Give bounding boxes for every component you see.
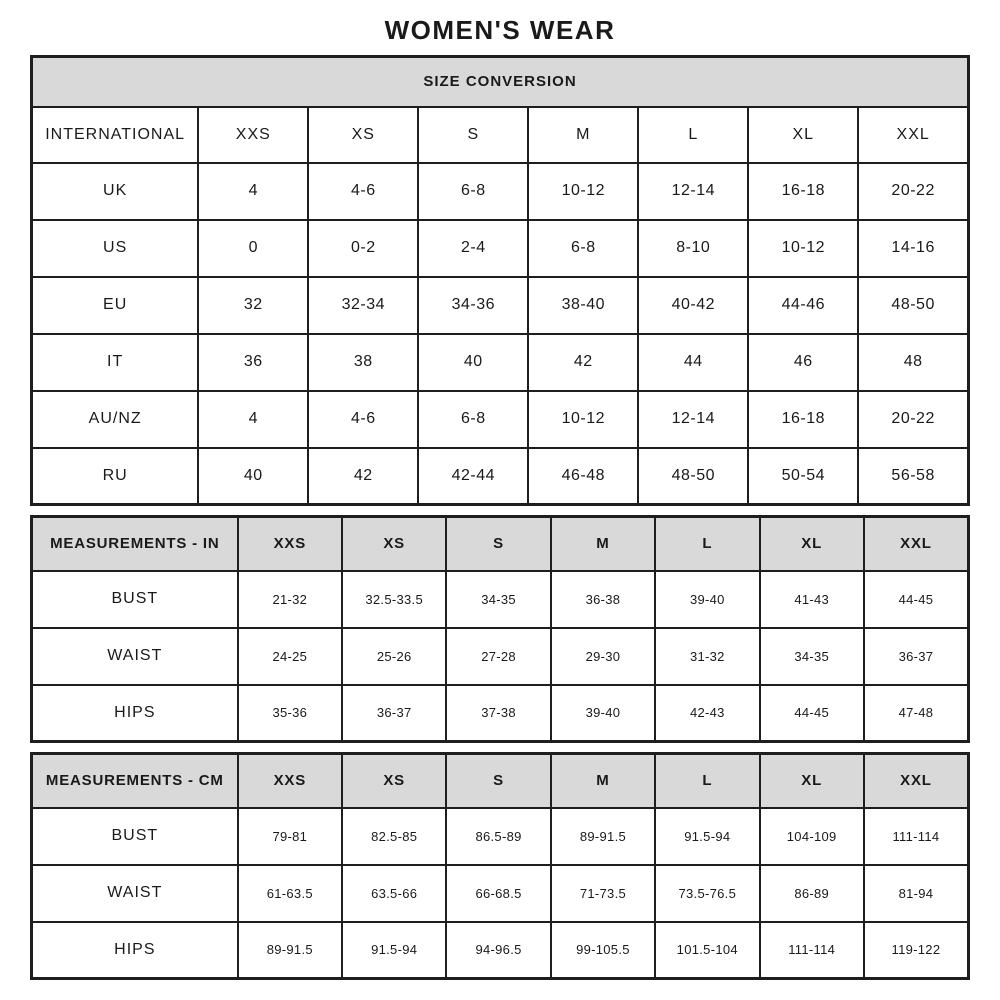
value-cell: 73.5-76.5 <box>655 865 759 922</box>
table-row <box>32 334 969 391</box>
value-cell: 40-42 <box>638 277 748 334</box>
column-header: M <box>528 107 638 163</box>
value-cell: 24-25 <box>238 628 342 685</box>
value-cell: 12-14 <box>638 391 748 448</box>
value-cell: 81-94 <box>864 865 969 922</box>
value-cell: 31-32 <box>655 628 759 685</box>
column-header-row <box>32 754 969 808</box>
value-cell: 35-36 <box>238 685 342 742</box>
value-cell: 61-63.5 <box>238 865 342 922</box>
column-header: XXL <box>864 754 969 808</box>
value-cell: 99-105.5 <box>551 922 655 979</box>
value-cell: 82.5-85 <box>342 808 446 865</box>
table-row <box>32 448 969 505</box>
table-row <box>32 277 969 334</box>
value-cell: 32 <box>198 277 308 334</box>
value-cell: 48-50 <box>638 448 748 505</box>
value-cell: 21-32 <box>238 571 342 628</box>
value-cell: 44-45 <box>760 685 864 742</box>
value-cell: 10-12 <box>528 391 638 448</box>
value-cell: 104-109 <box>760 808 864 865</box>
value-cell: 32-34 <box>308 277 418 334</box>
row-label: UK <box>32 163 199 220</box>
column-header: L <box>655 754 759 808</box>
value-cell: 56-58 <box>858 448 968 505</box>
table-row <box>32 922 969 979</box>
row-label: RU <box>32 448 199 505</box>
value-cell: 42-44 <box>418 448 528 505</box>
column-header: XL <box>748 107 858 163</box>
value-cell: 10-12 <box>528 163 638 220</box>
size-conversion-table <box>30 55 970 506</box>
value-cell: 12-14 <box>638 163 748 220</box>
column-header: S <box>446 754 550 808</box>
column-header: XXL <box>858 107 968 163</box>
table-row <box>32 163 969 220</box>
value-cell: 6-8 <box>418 391 528 448</box>
value-cell: 89-91.5 <box>238 922 342 979</box>
value-cell: 71-73.5 <box>551 865 655 922</box>
value-cell: 42 <box>528 334 638 391</box>
value-cell: 37-38 <box>446 685 550 742</box>
value-cell: 44 <box>638 334 748 391</box>
value-cell: 16-18 <box>748 163 858 220</box>
value-cell: 66-68.5 <box>446 865 550 922</box>
table-row <box>32 685 969 742</box>
value-cell: 44-46 <box>748 277 858 334</box>
value-cell: 29-30 <box>551 628 655 685</box>
row-label: IT <box>32 334 199 391</box>
row-label: AU/NZ <box>32 391 199 448</box>
column-header: XS <box>342 517 446 571</box>
column-header-row <box>32 107 969 163</box>
value-cell: 48-50 <box>858 277 968 334</box>
value-cell: 111-114 <box>760 922 864 979</box>
table-row <box>32 391 969 448</box>
value-cell: 36-37 <box>864 628 969 685</box>
row-label: WAIST <box>32 865 238 922</box>
value-cell: 16-18 <box>748 391 858 448</box>
column-header-row <box>32 517 969 571</box>
value-cell: 86.5-89 <box>446 808 550 865</box>
value-cell: 91.5-94 <box>342 922 446 979</box>
value-cell: 42-43 <box>655 685 759 742</box>
value-cell: 36-38 <box>551 571 655 628</box>
row-label: WAIST <box>32 628 238 685</box>
value-cell: 32.5-33.5 <box>342 571 446 628</box>
value-cell: 86-89 <box>760 865 864 922</box>
value-cell: 36 <box>198 334 308 391</box>
value-cell: 89-91.5 <box>551 808 655 865</box>
row-label: EU <box>32 277 199 334</box>
value-cell: 46-48 <box>528 448 638 505</box>
value-cell: 39-40 <box>551 685 655 742</box>
value-cell: 4 <box>198 391 308 448</box>
value-cell: 63.5-66 <box>342 865 446 922</box>
row-label: BUST <box>32 808 238 865</box>
column-header: XXS <box>238 517 342 571</box>
table-banner: SIZE CONVERSION <box>32 57 969 107</box>
value-cell: 46 <box>748 334 858 391</box>
column-header: S <box>446 517 550 571</box>
value-cell: 34-35 <box>760 628 864 685</box>
value-cell: 42 <box>308 448 418 505</box>
column-header: XL <box>760 517 864 571</box>
value-cell: 48 <box>858 334 968 391</box>
column-header: XL <box>760 754 864 808</box>
table-row <box>32 628 969 685</box>
measurements-cm-table <box>30 752 970 980</box>
value-cell: 39-40 <box>655 571 759 628</box>
value-cell: 38-40 <box>528 277 638 334</box>
value-cell: 14-16 <box>858 220 968 277</box>
value-cell: 101.5-104 <box>655 922 759 979</box>
column-header: XS <box>308 107 418 163</box>
column-header: XS <box>342 754 446 808</box>
value-cell: 8-10 <box>638 220 748 277</box>
column-header: M <box>551 517 655 571</box>
value-cell: 4 <box>198 163 308 220</box>
column-header: S <box>418 107 528 163</box>
value-cell: 34-35 <box>446 571 550 628</box>
value-cell: 91.5-94 <box>655 808 759 865</box>
value-cell: 0 <box>198 220 308 277</box>
value-cell: 41-43 <box>760 571 864 628</box>
column-header: XXS <box>198 107 308 163</box>
column-header: INTERNATIONAL <box>32 107 199 163</box>
value-cell: 38 <box>308 334 418 391</box>
column-header: MEASUREMENTS - CM <box>32 754 238 808</box>
row-label: HIPS <box>32 922 238 979</box>
value-cell: 40 <box>418 334 528 391</box>
value-cell: 25-26 <box>342 628 446 685</box>
table-row <box>32 865 969 922</box>
value-cell: 0-2 <box>308 220 418 277</box>
table-banner-row <box>32 57 969 107</box>
column-header: L <box>638 107 748 163</box>
value-cell: 79-81 <box>238 808 342 865</box>
column-header: XXS <box>238 754 342 808</box>
measurements-in-table <box>30 515 970 743</box>
value-cell: 10-12 <box>748 220 858 277</box>
value-cell: 47-48 <box>864 685 969 742</box>
column-header: M <box>551 754 655 808</box>
value-cell: 111-114 <box>864 808 969 865</box>
row-label: HIPS <box>32 685 238 742</box>
value-cell: 40 <box>198 448 308 505</box>
column-header: XXL <box>864 517 969 571</box>
table-row <box>32 220 969 277</box>
value-cell: 94-96.5 <box>446 922 550 979</box>
row-label: US <box>32 220 199 277</box>
value-cell: 2-4 <box>418 220 528 277</box>
value-cell: 27-28 <box>446 628 550 685</box>
page-title: WOMEN'S WEAR <box>384 15 616 45</box>
value-cell: 36-37 <box>342 685 446 742</box>
table-row <box>32 808 969 865</box>
row-label: BUST <box>32 571 238 628</box>
value-cell: 50-54 <box>748 448 858 505</box>
value-cell: 6-8 <box>528 220 638 277</box>
table-row <box>32 571 969 628</box>
value-cell: 34-36 <box>418 277 528 334</box>
value-cell: 6-8 <box>418 163 528 220</box>
value-cell: 44-45 <box>864 571 969 628</box>
value-cell: 4-6 <box>308 163 418 220</box>
value-cell: 4-6 <box>308 391 418 448</box>
value-cell: 20-22 <box>858 391 968 448</box>
column-header: L <box>655 517 759 571</box>
value-cell: 20-22 <box>858 163 968 220</box>
column-header: MEASUREMENTS - IN <box>32 517 238 571</box>
value-cell: 119-122 <box>864 922 969 979</box>
